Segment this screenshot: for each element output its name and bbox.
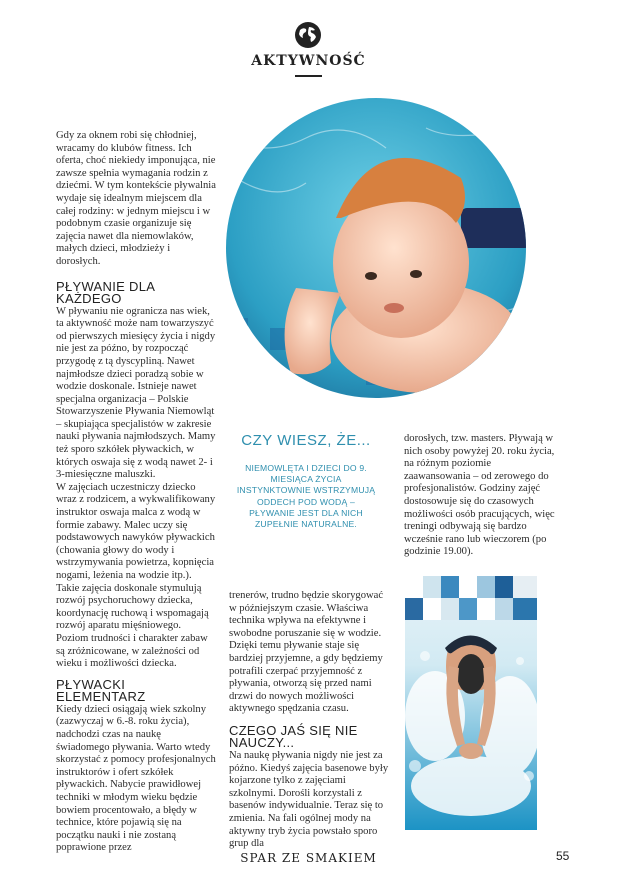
column-2 — [229, 590, 391, 851]
footer-brand: SPAR ZE SMAKIEM — [240, 851, 377, 865]
page-number: 55 — [556, 849, 570, 863]
paragraph: W pływaniu nie ogranicza nas wiek, ta aktywność może nam towarzyszyć od pierwszych miesięcy życia i nigdy nie jest za późno, by rozpocząć przygodę z tą dyscypliną. Nawet najmłodsze dzieci poradzą sobie w wodzie doskonale. Istnieje nawet specjalna organizacja – Polskie Stowarzyszenie Pływania Niemowląt – skupiająca specjalistów w zakresie nauki pływania najmłodszych. Mamy też sporo szkółek pływackich, w których oswaja się z wodą nawet 2- i 3-miesięczne maluszki. — [56, 305, 216, 481]
heading-swimming-for-everyone: PŁYWANIE DLA KAŻDEGO — [56, 278, 155, 306]
paragraph: dorosłych, tzw. masters. Pływają w nich osoby powyżej 20. roku życia, na różnym poziomie zaawansowania – od zerowego do profesjonalistów. Godziny zajęć dostosowuje się do czasowych możliwości osób pracujących, więc treningi odbywają się bardzo wcześnie rano lub wieczorem (po godzinie 19.00). — [404, 433, 555, 558]
title-divider — [295, 75, 322, 77]
paragraph: Kiedy dzieci osiągają wiek szkolny (zazwyczaj w 6.-8. roku życia), nadchodzi czas na naukę świadomego pływania. Warto wtedy skorzystać z pomocy profesjonalnych instruktorów i ofert szkółek pływackich. Nabycie prawidłowej techniki w młodym wieku będzie bowiem procentowało, a błędy w technice, które pojawią się na początku nauki i nie zostaną poprawione przez — [56, 703, 216, 854]
paragraph: W zajęciach uczestniczy dziecko wraz z rodzicem, a wykwalifikowany instruktor oswaja malca z wodą w formie zabawy. Malec uczy się podstawowych nawyków pływackich (chowania głowy do wody i wstrzymywania powietrza, kopnięcia nogami, leżenia na wodzie itp.). Takie zajęcia doskonale stymulują rozwój psychoruchowy dziecka, koordynację ruchową i wspomagają rozwój aparatu mięśniowego. Poziom trudności i charakter zabaw są zróżnicowane, w zależności od wieku i możliwości dziecka. — [56, 481, 216, 670]
intro-paragraph: Gdy za oknem robi się chłodniej, wracamy do klubów fitness. Ich oferta, choć niekiedy imponująca, nie zawsze spełnia wymagania rodzin z dziećmi. W tym kontekście pływalnia wydaje się idealnym miejscem dla całej rodziny: w jednym miejscu i w podobnym czasie organizuje się zajęcia nawet dla niemowlaków, małych dzieci, młodzieży i dorosłych. — [56, 130, 216, 267]
column-3 — [404, 433, 560, 559]
paragraph: Na naukę pływania nigdy nie jest za późno. Kiedyś zajęcia basenowe były kojarzone tylko z zajęciami szkolnymi. Dorośli korzystali z basenów indywidualnie. Teraz się to zmienia. Na fali ogólnej mody na aktywny tryb życia powstało sporo grup dla — [229, 749, 389, 850]
column-1 — [56, 130, 216, 855]
section-title: AKTYWNOŚĆ — [251, 53, 366, 69]
heading-what-jas-wont-learn: CZEGO JAŚ SIĘ NIE NAUCZY... — [229, 722, 358, 750]
globe-icon — [294, 21, 322, 49]
paragraph: trenerów, trudno będzie skorygować w późniejszym czasie. Właściwa technika wpływa na efektywne i swobodne poruszanie się w wodzie. Dzięki temu pływanie staje się bardziej przyjemne, a gdy będziemy potrafili czerpać przyjemność z pływania, otworzą się przed nami drzwi do nowych możliwości aktywnego spędzania czasu. — [229, 590, 384, 715]
baby-underwater-photo — [226, 98, 526, 398]
swimmer-dive-photo — [405, 576, 537, 830]
fact-box-text: NIEMOWLĘTA I DZIECI DO 9. MIESIĄCA ŻYCIA INSTYNKTOWNIE WSTRZYMUJĄ ODDECH POD WODĄ – PŁYWANIE JEST DLA NICH ZUPEŁNIE NATURALNE. — [236, 463, 376, 530]
fact-box-title: CZY WIESZ, ŻE... — [241, 432, 371, 449]
heading-swimming-basics: PŁYWACKI ELEMENTARZ — [56, 676, 146, 704]
